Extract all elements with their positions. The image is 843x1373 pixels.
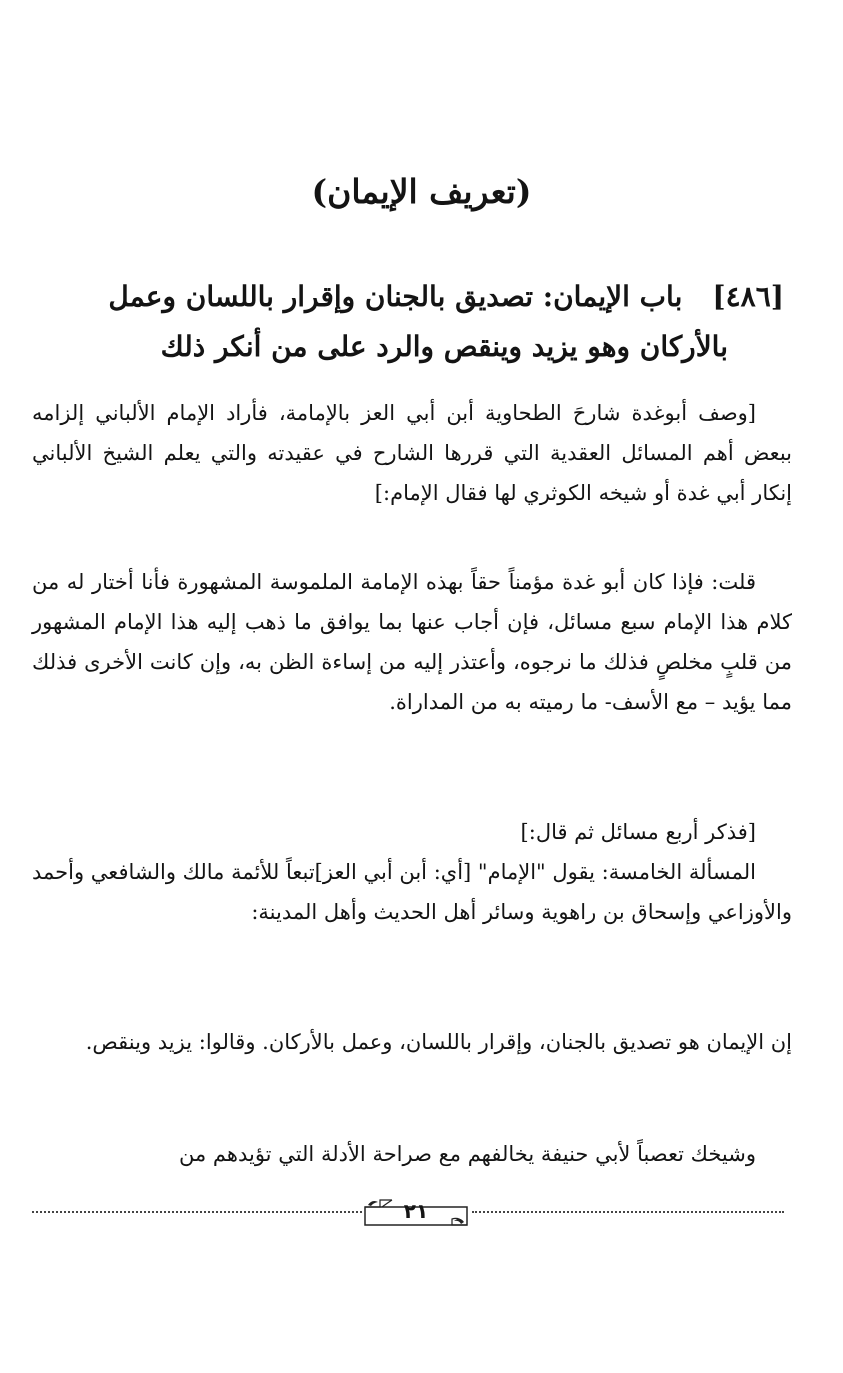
paragraph-albani-statement: قلت: فإذا كان أبو غدة مؤمناً حقاً بهذه الإمامة الملموسة المشهورة فأنا أختار له من كلام هذا الإمام سبع مسائل، فإن أجاب عنها بما يوافق ما ذهب إليه هذا الإمام المشهور من قلبٍ مخلصٍ فذلك ما نرجوه، وأعتذر إليه من إساءة الظن به، وإن كانت الأخرى فذلك مما يؤيد – مع الأسف- ما رميته به من المداراة. — [32, 570, 792, 714]
heading-line-2: بالأركان وهو يزيد وينقص والرد على من أنكر ذلك — [160, 330, 728, 363]
paragraph-definition: إن الإيمان هو تصديق بالجنان، وإقرار باللسان، وعمل بالأركان. وقالوا: يزيد وينقص. — [85, 1030, 792, 1054]
section-number: [٤٨٦] — [712, 280, 784, 313]
paragraph-intro-note: [وصف أبوغدة شارحَ الطحاوية أبن أبي العز بالإمامة، فأراد الإمام الألباني إلزامه ببعض أهم المسائل العقدية التي قررها الشارح في عقيدته والتي يعلم الشيخ الألباني إنكار أبي غدة أو شيخه الكوثري لها فقال الإمام:] — [32, 401, 792, 505]
page-footer — [32, 1193, 784, 1233]
paragraph-continuation: وشيخك تعصباً لأبي حنيفة يخالفهم مع صراحة الأدلة التي تؤيدهم من — [179, 1142, 756, 1166]
footer-divider-right — [472, 1211, 784, 1213]
footer-divider-left — [32, 1211, 362, 1213]
paragraph-editor-note: [فذكر أربع مسائل ثم قال:] — [520, 820, 756, 844]
section-heading — [32, 272, 784, 372]
paragraph-fifth-issue: المسألة الخامسة: يقول "الإمام" [أي: أبن أبي العز]تبعاً للأئمة مالك والشافعي وأحمد والأوزاعي وإسحاق بن راهوية وسائر أهل الحديث وأهل المدينة: — [32, 860, 792, 924]
page-title: (تعريف الإيمان) — [311, 172, 532, 211]
heading-line-1: باب الإيمان: تصديق بالجنان وإقرار باللسان وعمل — [108, 280, 683, 313]
page-number: ٢١ — [403, 1199, 429, 1223]
